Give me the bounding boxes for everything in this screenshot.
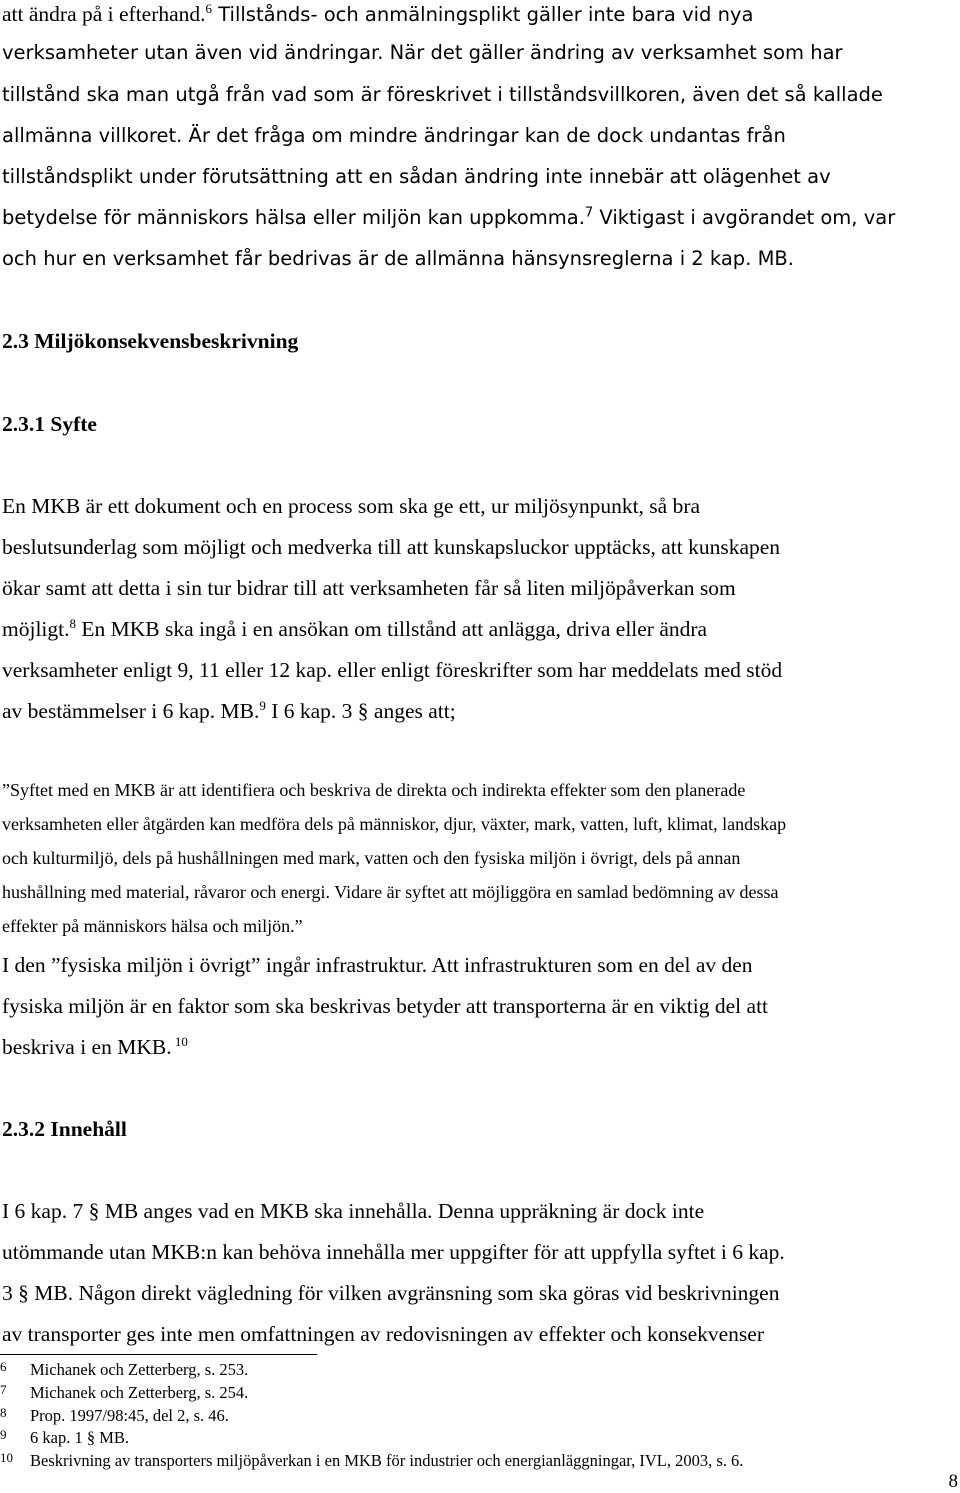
- paragraph-1-line-4: allmänna villkoret. Är det fråga om mindre ändringar kan de dock undantas från: [2, 124, 786, 147]
- paragraph-2-line-3: ökar samt att detta i sin tur bidrar till att verksamheten får så liten miljöpåverkan som: [2, 576, 736, 600]
- text-run: I 6 kap. 3 § anges att;: [265, 699, 456, 723]
- section-heading-2-3: 2.3 Miljökonsekvensbeskrivning: [2, 329, 299, 353]
- paragraph-1-line-2: verksamheter utan även vid ändringar. När det gäller ändring av verksamhet som har: [2, 41, 843, 64]
- footnote-text: Prop. 1997/98:45, del 2, s. 46.: [30, 1406, 229, 1425]
- text-run: av bestämmelser i 6 kap. MB.: [2, 699, 260, 723]
- paragraph-4-line-4: av transporter ges inte men omfattningen av redovisningen av effekter och konsekvenser: [2, 1322, 765, 1346]
- paragraph-2-line-1: En MKB är ett dokument och en process som ska ge ett, ur miljösynpunkt, så bra: [2, 494, 701, 518]
- quote-line-3: och kulturmiljö, dels på hushållningen med mark, vatten och den fysiska miljön i övrigt, dels på annan: [2, 848, 741, 868]
- paragraph-2-line-6: [2, 697, 456, 725]
- paragraph-4-line-2: utömmande utan MKB:n kan behöva innehålla mer uppgifter för att uppfylla syftet i 6 kap.: [2, 1240, 785, 1264]
- paragraph-1-line-1: [2, 0, 753, 29]
- quote-line-5: effekter på människors hälsa och miljön.”: [2, 916, 303, 936]
- quote-line-1: ”Syftet med en MKB är att identifiera och beskriva de direkta och indirekta effekter som den planerade: [2, 780, 746, 800]
- paragraph-1-line-3: tillstånd ska man utgå från vad som är föreskrivet i tillståndsvillkoren, även det så kallade: [2, 83, 883, 106]
- paragraph-3-line-3: [2, 1033, 188, 1061]
- footnote-number: 10: [0, 1450, 13, 1465]
- text-run: att ändra på i efterhand.: [2, 2, 206, 26]
- footnote-separator: [0, 1354, 317, 1355]
- text-run: möjligt.: [2, 617, 70, 641]
- text-run: betydelse för människors hälsa eller miljön kan uppkomma.: [2, 206, 585, 229]
- text-run: Tillstånds- och anmälningsplikt gäller inte bara vid nya: [212, 3, 754, 26]
- paragraph-2-line-4: [2, 615, 707, 643]
- section-heading-2-3-2: 2.3.2 Innehåll: [2, 1117, 127, 1141]
- footnote-number: 7: [0, 1382, 7, 1397]
- footnote-ref-9: 9: [259, 697, 266, 713]
- footnote-number: 6: [0, 1359, 7, 1374]
- text-run: En MKB ska ingå i en ansökan om tillstånd att anlägga, driva eller ändra: [76, 617, 708, 641]
- quote-line-4: hushållning med material, råvaror och energi. Vidare är syftet att möjliggöra en samlad bedömning av dessa: [2, 882, 779, 902]
- footnote-ref-6: 6: [205, 0, 213, 16]
- page-number: 8: [948, 1471, 958, 1492]
- footnote-ref-8: 8: [69, 615, 76, 631]
- section-heading-2-3-1: 2.3.1 Syfte: [2, 412, 97, 436]
- footnote-text: Michanek och Zetterberg, s. 253.: [30, 1360, 249, 1379]
- paragraph-3-line-2: fysiska miljön är en faktor som ska beskrivas betyder att transporterna är en viktig del att: [2, 994, 769, 1018]
- footnote-number: 9: [0, 1427, 7, 1442]
- footnote-text: Beskrivning av transporters miljöpåverkan i en MKB för industrier och energianläggningar, IVL, 2003, s. 6.: [30, 1451, 744, 1470]
- paragraph-1-line-6: [2, 204, 895, 232]
- paragraph-2-line-5: verksamheter enligt 9, 11 eller 12 kap. eller enligt föreskrifter som har meddelats med stöd: [2, 658, 783, 682]
- text-run: beskriva i en MKB.: [2, 1035, 172, 1059]
- footnote-text: 6 kap. 1 § MB.: [30, 1428, 129, 1447]
- paragraph-1-line-5: tillståndsplikt under förutsättning att en sådan ändring inte innebär att olägenhet av: [2, 165, 831, 188]
- paragraph-1-line-7: och hur en verksamhet får bedrivas är de allmänna hänsynsreglerna i 2 kap. MB.: [2, 247, 794, 270]
- footnote-number: 8: [0, 1405, 7, 1420]
- footnote-text: Michanek och Zetterberg, s. 254.: [30, 1383, 249, 1402]
- footnote-ref-10: 10: [171, 1033, 188, 1049]
- paragraph-3-line-1: I den ”fysiska miljön i övrigt” ingår infrastruktur. Att infrastrukturen som en del av den: [2, 953, 753, 977]
- footnote-ref-7: 7: [584, 205, 594, 221]
- quote-line-2: verksamheten eller åtgärden kan medföra dels på människor, djur, växter, mark, vatten, luft, klimat, landskap: [2, 814, 787, 834]
- paragraph-4-line-1: I 6 kap. 7 § MB anges vad en MKB ska innehålla. Denna uppräkning är dock inte: [2, 1199, 705, 1223]
- text-run: Viktigast i avgörandet om, var: [593, 206, 896, 229]
- paragraph-2-line-2: beslutsunderlag som möjligt och medverka till att kunskapsluckor upptäcks, att kunskapen: [2, 535, 781, 559]
- paragraph-4-line-3: 3 § MB. Någon direkt vägledning för vilken avgränsning som ska göras vid beskrivningen: [2, 1281, 780, 1305]
